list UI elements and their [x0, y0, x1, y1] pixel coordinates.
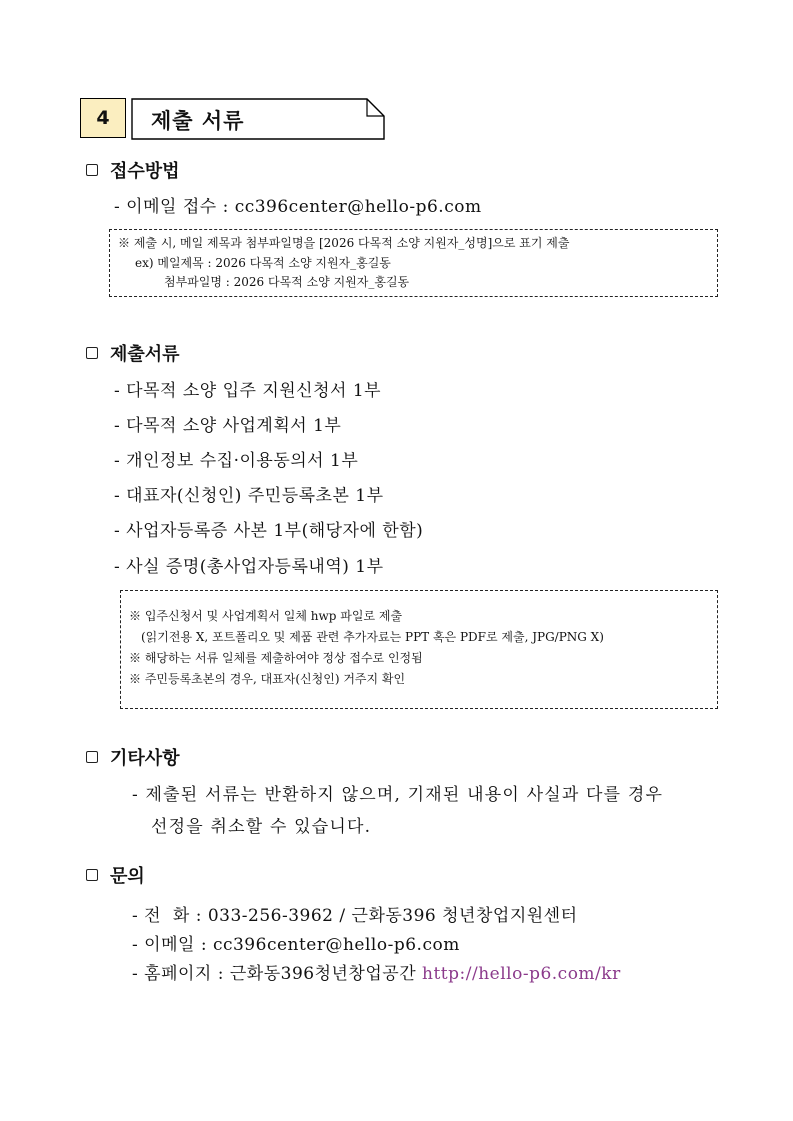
contact-email: - 이메일 : cc396center@hello-p6.com [132, 935, 460, 955]
contact-heading-text: 문의 [110, 866, 145, 887]
checkbox-icon [86, 164, 98, 176]
submission-heading-text: 접수방법 [110, 161, 180, 182]
submission-heading [86, 157, 180, 183]
checkbox-icon [86, 869, 98, 881]
documents-note-2: (읽기전용 X, 포트폴리오 및 제품 관련 추가자료는 PPT 혹은 PDF로 제출, JPG/PNG X) [141, 630, 604, 644]
section-number: 4 [80, 98, 126, 138]
submission-note-2: ex) 메일제목 : 2026 다목적 소양 지원자_홍길동 [135, 256, 391, 270]
submission-note-1: ※ 제출 시, 메일 제목과 첨부파일명을 [2026 다목적 소양 지원자_성명]으로 표기 제출 [118, 236, 570, 250]
checkbox-icon [86, 751, 98, 763]
documents-note-4: ※ 주민등록초본의 경우, 대표자(신청인) 거주지 확인 [129, 672, 406, 686]
documents-note-1: ※ 입주신청서 및 사업계획서 일체 hwp 파일로 제출 [129, 609, 403, 623]
misc-heading-text: 기타사항 [110, 748, 180, 769]
documents-heading-text: 제출서류 [110, 344, 180, 365]
submission-note-3: 첨부파일명 : 2026 다목적 소양 지원자_홍길동 [164, 275, 410, 289]
section-title: 제출 서류 [151, 109, 245, 133]
contact-phone: - 전 화 : 033-256-3962 / 근화동396 청년창업지원센터 [132, 906, 578, 926]
documents-note-3: ※ 해당하는 서류 일체를 제출하여야 정상 접수로 인정됨 [129, 651, 423, 665]
contact-homepage-label: - 홈페이지 : 근화동396청년창업공간 [132, 964, 423, 984]
documents-note-box [120, 590, 718, 709]
documents-item-3: - 개인정보 수집·이용동의서 1부 [114, 451, 359, 471]
documents-item-6: - 사실 증명(총사업자등록내역) 1부 [114, 557, 384, 577]
submission-email-line: - 이메일 접수 : cc396center@hello-p6.com [114, 197, 482, 217]
contact-homepage [132, 959, 621, 984]
misc-line-1: - 제출된 서류는 반환하지 않으며, 기재된 내용이 사실과 다를 경우 [132, 785, 664, 805]
homepage-link[interactable]: http://hello-p6.com/kr [422, 964, 621, 984]
documents-heading [86, 340, 180, 366]
documents-item-4: - 대표자(신청인) 주민등록초본 1부 [114, 486, 384, 506]
contact-heading [86, 862, 145, 888]
documents-item-5: - 사업자등록증 사본 1부(해당자에 한함) [114, 521, 424, 541]
misc-line-2: 선정을 취소할 수 있습니다. [151, 817, 372, 837]
checkbox-icon [86, 347, 98, 359]
misc-heading [86, 744, 180, 770]
documents-item-1: - 다목적 소양 입주 지원신청서 1부 [114, 381, 382, 401]
submission-note-box [109, 229, 718, 297]
section-title-box [131, 98, 385, 140]
documents-item-2: - 다목적 소양 사업계획서 1부 [114, 416, 342, 436]
